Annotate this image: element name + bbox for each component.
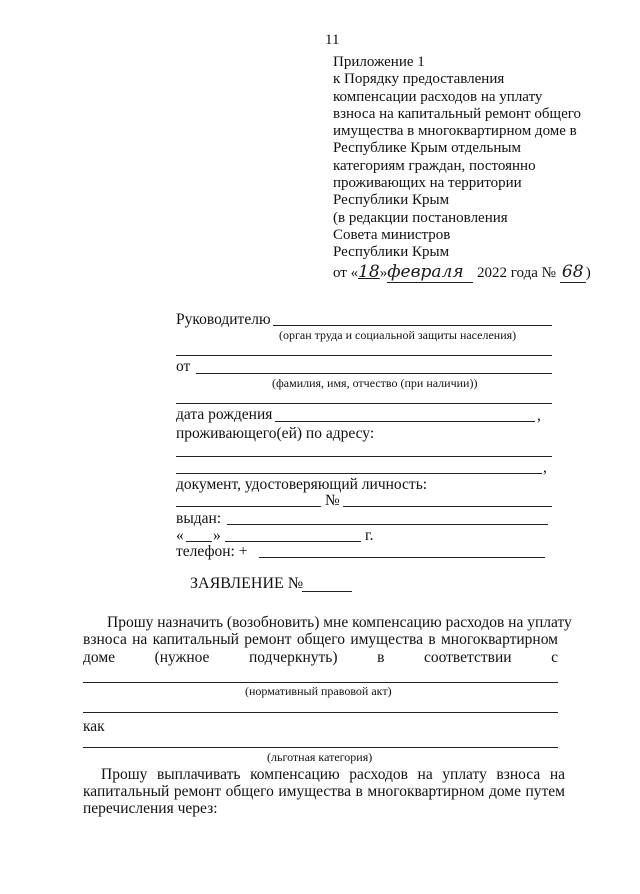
phone-label: телефон: + [176,543,248,560]
para2-line3: перечисления через: [83,800,218,817]
appendix-line: Совета министров [333,226,451,243]
birth-comma: , [537,407,541,424]
number-sign: № [325,492,340,509]
page-number: 11 [325,32,340,48]
address-label: проживающего(ей) по адресу: [176,425,375,442]
para1-line1: Прошу назначить (возобновить) мне компенсацию расходов на уплату [107,614,572,631]
issued-field-line[interactable] [227,524,548,525]
handwritten-number: 68 [560,262,586,283]
document-title: ЗАЯВЛЕНИЕ № [190,575,304,592]
appendix-line: взноса на капитальный ремонт общего [333,105,582,122]
appendix-block [333,54,581,262]
address-comma: , [543,459,547,476]
appendix-line: компенсации расходов на уплату [333,88,543,105]
appendix-line: Республики Крым [333,192,450,209]
act-field-line[interactable] [83,682,558,683]
appendix-line: категориям граждан, постоянно [333,157,536,174]
date-close: ) [585,265,591,281]
appendix-line: Республике Крым отдельным [333,140,521,157]
handwritten-day: 18 [358,262,380,282]
from-label: от [176,358,191,375]
issued-date-close: » [213,527,221,544]
category-field-line[interactable] [83,747,558,748]
from-caption: (фамилия, имя, отчество (при наличии)) [272,376,478,390]
title-number-line[interactable] [302,591,352,592]
para1-line3: доме (нужное подчеркнуть) в соответствии с [83,649,558,666]
date-prefix: от « [333,265,359,281]
issued-date-open: « [176,527,184,544]
para2-line2: капитальный ремонт общего имущества в многоквартирном доме путем [83,783,565,800]
date-sep: » [379,265,388,281]
document-series-line[interactable] [176,506,321,507]
handwritten-month: февраля [387,262,473,283]
as-label: как [83,718,105,735]
issued-label: выдан: [176,510,222,527]
document-number-line[interactable] [343,506,552,507]
issued-day-line[interactable] [186,541,212,542]
document-label: документ, удостоверяющий личность: [176,476,428,493]
birth-label: дата рождения [176,406,273,423]
appendix-line: имущества в многоквартирном доме в [333,123,577,140]
to-field-line-2[interactable] [176,355,552,356]
phone-field-line[interactable] [259,557,545,558]
to-caption: (орган труда и социальной защиты населения) [279,328,517,342]
appendix-line: к Порядку предоставления [333,71,505,88]
appendix-line: (в редакции постановления [333,209,508,226]
birth-field-line[interactable] [275,421,535,422]
address-field-line-2[interactable] [176,473,542,474]
date-year: 2022 года № [477,265,556,281]
from-field-line-2[interactable] [176,403,552,404]
from-field-line[interactable] [196,373,552,374]
appendix-line: Приложение 1 [333,54,425,70]
appendix-date-line [333,262,591,283]
issued-month-line[interactable] [225,541,361,542]
caption-act: (нормативный правовой акт) [245,684,392,698]
appendix-line: Республики Крым [333,244,450,261]
para1-line2: взноса на капитальный ремонт общего имущества в многоквартирном [83,631,558,648]
appendix-line: проживающих на территории [333,175,522,192]
para2-line1: Прошу выплачивать компенсацию расходов на уплату взноса на [101,766,565,783]
act-field-line-2[interactable] [83,712,558,713]
address-field-line-1[interactable] [176,456,552,457]
to-field-line[interactable] [273,325,552,326]
to-label: Руководителю [176,311,271,328]
year-suffix: г. [365,527,374,544]
caption-category: (льготная категория) [267,750,373,764]
